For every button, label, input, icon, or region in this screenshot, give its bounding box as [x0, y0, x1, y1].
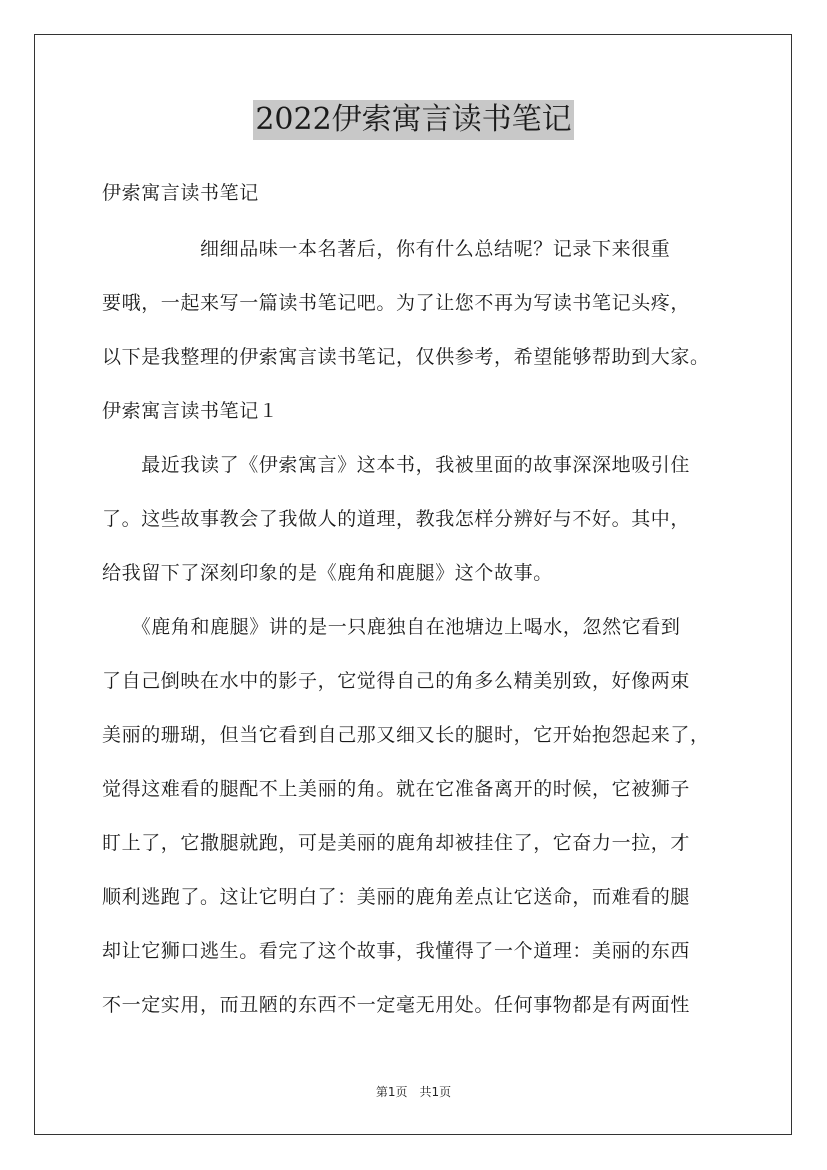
paragraph-line-2: 要哦，一起来写一篇读书笔记吧。为了让您不再为写读书笔记头疼， [102, 292, 691, 314]
paragraph-line-13: 顺利逃跑了。这让它明白了：美丽的鹿角差点让它送命，而难看的腿 [102, 886, 691, 908]
section-heading-1: 伊索寓言读书笔记１ [102, 400, 279, 422]
paragraph-line-7: 给我留下了深刻印象的是《鹿角和鹿腿》这个故事。 [102, 562, 553, 584]
paragraph-line-10: 美丽的珊瑚，但当它看到自己那又细又长的腿时，它开始抱怨起来了， [102, 724, 710, 746]
document-title: 2022伊索寓言读书笔记 [253, 100, 573, 140]
paragraph-line-3: 以下是我整理的伊索寓言读书笔记，仅供参考，希望能够帮助到大家。 [102, 346, 710, 368]
paragraph-line-11: 觉得这难看的腿配不上美丽的角。就在它准备离开的时候，它被狮子 [102, 778, 691, 800]
paragraph-line-8: 《鹿角和鹿腿》讲的是一只鹿独自在池塘边上喝水，忽然它看到 [102, 616, 681, 638]
document-subtitle: 伊索寓言读书笔记 [102, 182, 259, 204]
paragraph-line-9: 了自己倒映在水中的影子，它觉得自己的角多么精美别致，好像两束 [102, 670, 691, 692]
paragraph-line-6: 了。这些故事教会了我做人的道理，教我怎样分辨好与不好。其中， [102, 508, 691, 530]
paragraph-line-14: 却让它狮口逃生。看完了这个故事，我懂得了一个道理：美丽的东西 [102, 940, 691, 962]
paragraph-line-12: 盯上了，它撒腿就跑，可是美丽的鹿角却被挂住了，它奋力一拉，才 [102, 832, 691, 854]
paragraph-line-5: 最近我读了《伊索寓言》这本书，我被里面的故事深深地吸引住 [102, 454, 691, 476]
title-container [0, 100, 827, 140]
paragraph-line-1: 细细品味一本名著后，你有什么总结呢？记录下来很重 [102, 238, 671, 260]
paragraph-line-15: 不一定实用，而丑陋的东西不一定毫无用处。任何事物都是有两面性 [102, 994, 691, 1016]
page-number: 第1页 共1页 [375, 1085, 452, 1099]
